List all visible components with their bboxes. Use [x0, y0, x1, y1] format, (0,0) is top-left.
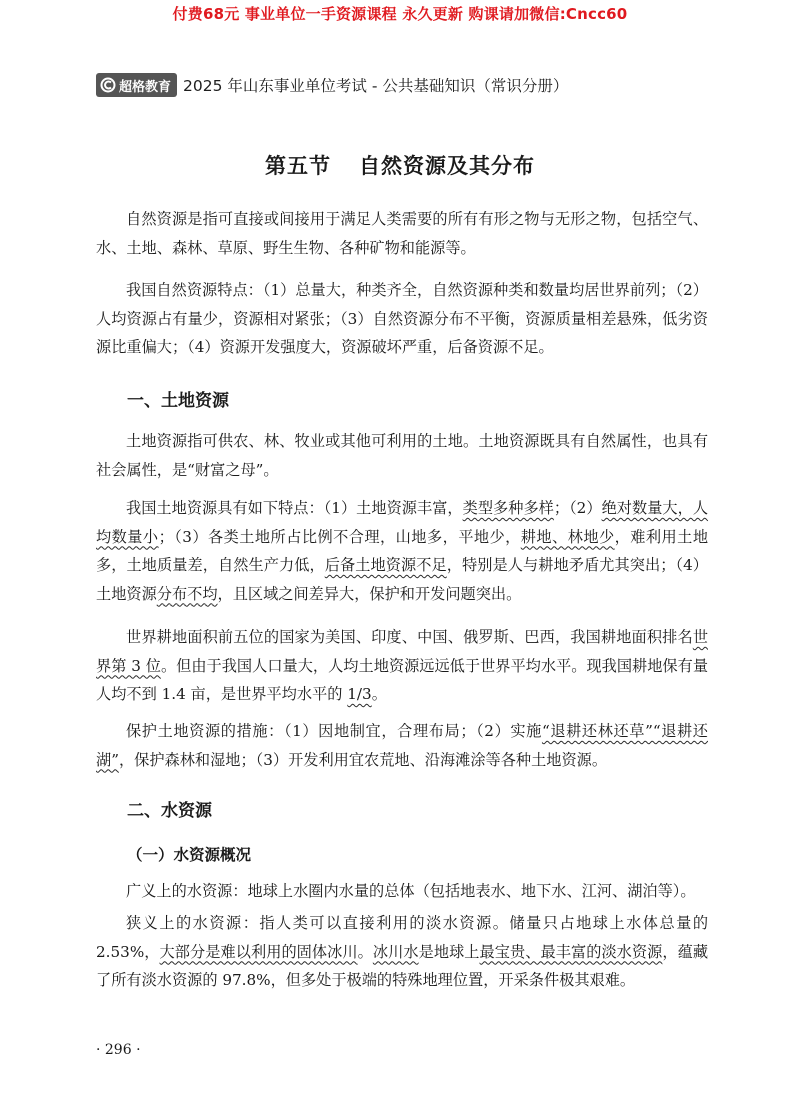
logo-icon [100, 77, 116, 93]
emphasis-underline: “退耕还林还草”“退耕还湖” [96, 722, 708, 769]
land-heading: 一、土地资源 [127, 391, 229, 411]
water-paragraph-1: 广义上的水资源：地球上水圈内水量的总体（包括地表水、地下水、江河、湖泊等）。 [126, 882, 696, 900]
emphasis-underline: 大部分是难以利用的固体冰川 [159, 942, 358, 961]
intro-paragraph-1: 自然资源是指可直接或间接用于满足人类需要的所有有形之物与无形之物，包括空气、水、土地、森林、草原、野生生物、各种矿物和能源等。 [96, 210, 708, 257]
book-title: 2025 年山东事业单位考试 - 公共基础知识（常识分册） [183, 77, 569, 95]
emphasis-underline: 1/3 [347, 685, 372, 703]
land-paragraph-3: 世界耕地面积前五位的国家为美国、印度、中国、俄罗斯、巴西，我国耕地面积排名世界第 3 位。但由于我国人口量大，人均土地资源远远低于世界平均水平。现我国耕地保有量人均不到 1.4 亩，是世界平均水平的 1/3。 [96, 628, 709, 703]
emphasis-underline: 世界第 3 位 [96, 628, 708, 675]
page-header [96, 72, 568, 98]
emphasis-underline: 分布不均 [156, 584, 218, 603]
water-subheading: （一）水资源概况 [127, 845, 252, 864]
emphasis-underline: 耕地、林地少 [520, 527, 615, 546]
page-number: · 296 · [96, 1042, 141, 1058]
emphasis-underline: 冰川水 [372, 942, 419, 961]
land-paragraph-2: 我国土地资源具有如下特点：（1）土地资源丰富，类型多种多样；（2）绝对数量大，人均数量小；（3）各类土地所占比例不合理，山地多，平地少，耕地、林地少，难利用土地多，土地质量差，自然生产力低，后备土地资源不足，特别是人与耕地矛盾尤其突出；（4）土地资源分布不均，且区域之间差异大，保护和开发问题突出。 [96, 499, 709, 603]
emphasis-underline: 最宝贵、最丰富的淡水资源 [479, 942, 663, 961]
water-paragraph-2: 狭义上的水资源：指人类可以直接利用的淡水资源。储量只占地球上水体总量的 2.53%，大部分是难以利用的固体冰川。冰川水是地球上最宝贵、最丰富的淡水资源，蕴藏了所有淡水资源的 97.8%，但多处于极端的特殊地理位置，开采条件极其艰难。 [96, 914, 709, 989]
promo-banner: 付费68元 事业单位一手资源课程 永久更新 购课请加微信:Cncc60 [172, 5, 628, 23]
water-heading: 二、水资源 [127, 801, 212, 821]
publisher-logo [96, 73, 177, 97]
emphasis-underline: 绝对数量大，人均数量小 [96, 499, 709, 546]
emphasis-underline: 类型多种多样 [462, 499, 554, 517]
section-number: 第五节 [265, 153, 331, 178]
section-name: 自然资源及其分布 [359, 153, 535, 178]
intro-paragraph-2: 我国自然资源特点：（1）总量大，种类齐全，自然资源种类和数量均居世界前列；（2）人均资源占有量少，资源相对紧张；（3）自然资源分布不平衡，资源质量相差悬殊，低劣资源比重偏大；（4）资源开发强度大，资源破坏严重，后备资源不足。 [96, 281, 708, 356]
section-title [0, 150, 800, 180]
land-paragraph-4: 保护土地资源的措施：（1）因地制宜，合理布局；（2）实施“退耕还林还草”“退耕还湖”，保护森林和湿地；（3）开发利用宜农荒地、沿海滩涂等各种土地资源。 [96, 722, 708, 769]
emphasis-underline: 后备土地资源不足 [324, 556, 447, 574]
logo-text: 超格教育 [119, 79, 172, 95]
land-paragraph-1: 土地资源指可供农、林、牧业或其他可利用的土地。土地资源既具有自然属性，也具有社会属性，是“财富之母”。 [96, 432, 708, 479]
